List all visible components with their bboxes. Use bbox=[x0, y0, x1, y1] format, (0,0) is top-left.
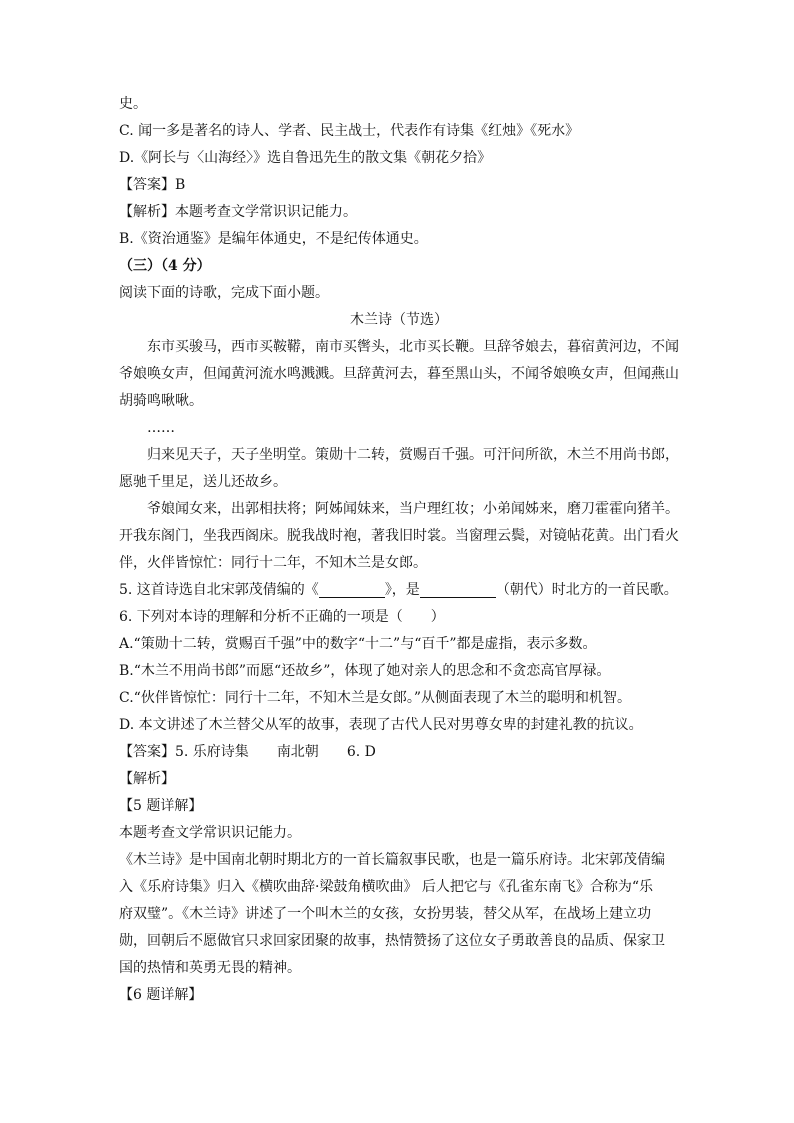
explanation-line: 国的热情和英勇无畏的精神。 bbox=[119, 960, 301, 976]
section-heading: （三）（4 分） bbox=[119, 258, 211, 274]
question-5-text: （朝代）时北方的一首民歌。 bbox=[495, 582, 678, 598]
detail-heading-5: 【5 题详解】 bbox=[119, 798, 203, 814]
document-page bbox=[119, 91, 679, 1009]
answer-line bbox=[119, 739, 679, 766]
poem-line: 开我东阁门，坐我西阁床。脱我战时袍，著我旧时裳。当窗理云鬓，对镜帖花黄。出门看火 bbox=[119, 528, 679, 544]
option-b-line: B.“木兰不用尚书郎”而愿“还故乡”，体现了她对亲人的思念和不贪恋高官厚禄。 bbox=[119, 663, 611, 679]
option-c-line: C. 闻一多是著名的诗人、学者、民主战士，代表作有诗集《红烛》《死水》 bbox=[119, 123, 580, 139]
explanation-line: 入《乐府诗集》归入《横吹曲辞·梁鼓角横吹曲》 后人把它与《孔雀东南飞》合称为“乐 bbox=[119, 879, 654, 895]
question-5-text: 5. 这首诗选自北宋郭茂倩编的《 bbox=[119, 582, 319, 598]
analysis-detail-line: B.《资治通鉴》是编年体通史，不是纪传体通史。 bbox=[119, 231, 428, 247]
text-line: 史。 bbox=[119, 96, 147, 112]
answer-value: 5. 乐府诗集 bbox=[175, 744, 249, 760]
option-d-line: D.《阿长与〈山海经〉》选自鲁迅先生的散文集《朝花夕拾》 bbox=[119, 150, 492, 166]
answer-blank[interactable] bbox=[420, 581, 496, 598]
question-6: 6. 下列对本诗的理解和分析不正确的一项是（ ） bbox=[119, 609, 445, 625]
poem-ellipsis: …… bbox=[147, 420, 175, 436]
answer-blank[interactable] bbox=[319, 581, 385, 598]
poem-line: 爷娘唤女声，但闻黄河流水鸣溅溅。旦辞黄河去，暮至黑山头，不闻爷娘唤女声，但闻燕山 bbox=[119, 366, 679, 382]
poem-line: 爷娘闻女来，出郭相扶将；阿姊闻妹来，当户理红妆；小弟闻姊来，磨刀霍霍向猪羊。 bbox=[147, 501, 679, 517]
explanation-line: 本题考查文学常识识记能力。 bbox=[119, 825, 301, 841]
question-5-text: 》，是 bbox=[384, 582, 420, 598]
analysis-heading: 【解析】 bbox=[119, 771, 175, 787]
analysis-line: 【解析】本题考查文学常识识记能力。 bbox=[119, 204, 357, 220]
explanation-line: 《木兰诗》是中国南北朝时期北方的一首长篇叙事民歌，也是一篇乐府诗。北宋郭茂倩编 bbox=[119, 852, 665, 868]
answer-value: 南北朝 bbox=[276, 744, 319, 760]
poem-line: 伴，火伴皆惊忙：同行十二年，不知木兰是女郎。 bbox=[119, 555, 427, 571]
poem-line: 东市买骏马，西市买鞍鞯，南市买辔头，北市买长鞭。旦辞爷娘去，暮宿黄河边，不闻 bbox=[147, 339, 679, 355]
answer-value: 6. D bbox=[346, 744, 376, 760]
explanation-line: 勋，回朝后不愿做官只求回家团聚的故事，热情赞扬了这位女子勇敢善良的品质、保家卫 bbox=[119, 933, 665, 949]
poem-title: 木兰诗（节选） bbox=[350, 312, 448, 328]
option-d-line: D. 本文讲述了木兰替父从军的故事，表现了古代人民对男尊女卑的封建礼教的抗议。 bbox=[119, 717, 643, 733]
poem-line: 胡骑鸣啾啾。 bbox=[119, 393, 203, 409]
answer-label: 【答案】 bbox=[119, 744, 175, 760]
option-a-line: A.“策勋十二转，赏赐百千强”中的数字“十二”与“百千”都是虚指，表示多数。 bbox=[119, 636, 597, 652]
explanation-line: 府双璧”。《木兰诗》讲述了一个叫木兰的女孩，女扮男装，替父从军，在战场上建立功 bbox=[119, 906, 652, 922]
answer-line: 【答案】B bbox=[119, 177, 186, 193]
option-c-line: C.“伙伴皆惊忙：同行十二年，不知木兰是女郎。”从侧面表现了木兰的聪明和机智。 bbox=[119, 690, 631, 706]
poem-line: 归来见天子，天子坐明堂。策勋十二转，赏赐百千强。可汗问所欲，木兰不用尚书郎， bbox=[147, 447, 679, 463]
instruction-line: 阅读下面的诗歌，完成下面小题。 bbox=[119, 285, 329, 301]
poem-line: 愿驰千里足，送儿还故乡。 bbox=[119, 474, 287, 490]
question-5 bbox=[119, 577, 679, 604]
detail-heading-6: 【6 题详解】 bbox=[119, 987, 203, 1003]
